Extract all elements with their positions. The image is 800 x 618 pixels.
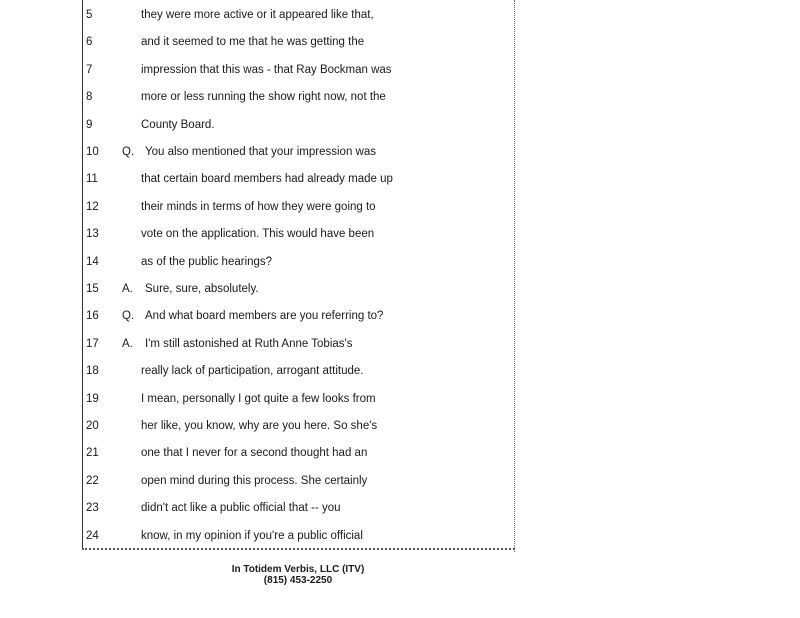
line-text: her like, you know, why are you here. So she's xyxy=(141,420,378,432)
line-number: 24 xyxy=(86,529,99,542)
transcript-line xyxy=(0,306,514,326)
line-number: 16 xyxy=(86,310,99,323)
line-text: their minds in terms of how they were going to xyxy=(141,200,376,213)
line-text: one that I never for a second thought had an xyxy=(141,447,368,460)
line-number: 12 xyxy=(86,200,99,213)
line-text: I'm still astonished at Ruth Anne Tobias's xyxy=(145,337,353,350)
transcript-line xyxy=(0,526,514,546)
line-text: that certain board members had already made up xyxy=(141,173,393,186)
line-text: Sure, sure, absolutely. xyxy=(145,283,259,295)
speaker-label: Q. xyxy=(122,146,135,158)
transcript-line xyxy=(0,5,514,25)
speaker-label: A. xyxy=(122,283,133,295)
line-text: You also mentioned that your impression was xyxy=(145,146,376,158)
line-number: 10 xyxy=(86,146,99,158)
line-number: 13 xyxy=(86,228,99,241)
line-number: 22 xyxy=(86,474,99,487)
line-number: 18 xyxy=(86,365,99,378)
transcript-line xyxy=(0,60,514,80)
page-border-bottom xyxy=(82,548,515,550)
line-number: 8 xyxy=(86,91,93,104)
page-border-right xyxy=(514,0,515,552)
transcript-line xyxy=(0,224,514,244)
line-number: 23 xyxy=(86,502,99,515)
line-number: 17 xyxy=(86,337,99,350)
transcript-line xyxy=(0,142,514,162)
speaker-label: Q. xyxy=(122,310,135,323)
line-number: 20 xyxy=(86,420,99,432)
transcript-line xyxy=(0,498,514,518)
transcript-line xyxy=(0,252,514,272)
transcript-line xyxy=(0,32,514,52)
line-number: 9 xyxy=(86,118,93,131)
transcript-line xyxy=(0,115,514,135)
line-text: and it seemed to me that he was getting the xyxy=(141,36,365,49)
speaker-label: A. xyxy=(122,337,133,350)
transcript-line xyxy=(0,361,514,381)
transcript-line xyxy=(0,389,514,409)
line-text: And what board members are you referring to? xyxy=(145,310,384,323)
line-text: more or less running the show right now, not the xyxy=(141,91,386,104)
line-number: 21 xyxy=(86,447,99,460)
line-number: 15 xyxy=(86,283,99,295)
transcript-line xyxy=(0,471,514,491)
transcript-line xyxy=(0,197,514,217)
page-border-left xyxy=(82,0,83,548)
transcript-line xyxy=(0,443,514,463)
line-number: 5 xyxy=(86,9,93,21)
transcript-line xyxy=(0,416,514,436)
transcript-line xyxy=(0,169,514,189)
line-number: 6 xyxy=(86,36,93,49)
line-text: vote on the application. This would have been xyxy=(141,228,375,241)
line-text: didn't act like a public official that -- you xyxy=(141,502,341,515)
line-text: County Board. xyxy=(141,118,215,131)
footer-phone: (815) 453-2250 xyxy=(263,575,333,586)
transcript-line xyxy=(0,334,514,354)
footer-company: In Totidem Verbis, LLC (ITV) xyxy=(231,564,365,575)
line-text: impression that this was - that Ray Bockman was xyxy=(141,63,392,76)
line-text: know, in my opinion if you're a public official xyxy=(141,529,363,542)
line-text: as of the public hearings? xyxy=(141,255,273,268)
line-number: 11 xyxy=(86,173,98,186)
transcript-line xyxy=(0,279,514,299)
line-text: open mind during this process. She certainly xyxy=(141,474,368,487)
line-text: I mean, personally I got quite a few looks from xyxy=(141,392,376,405)
line-number: 19 xyxy=(86,392,99,405)
line-text: they were more active or it appeared like that, xyxy=(141,9,374,21)
line-number: 7 xyxy=(86,63,93,76)
line-text: really lack of participation, arrogant attitude. xyxy=(141,365,364,378)
transcript-line xyxy=(0,87,514,107)
line-number: 14 xyxy=(86,255,99,268)
